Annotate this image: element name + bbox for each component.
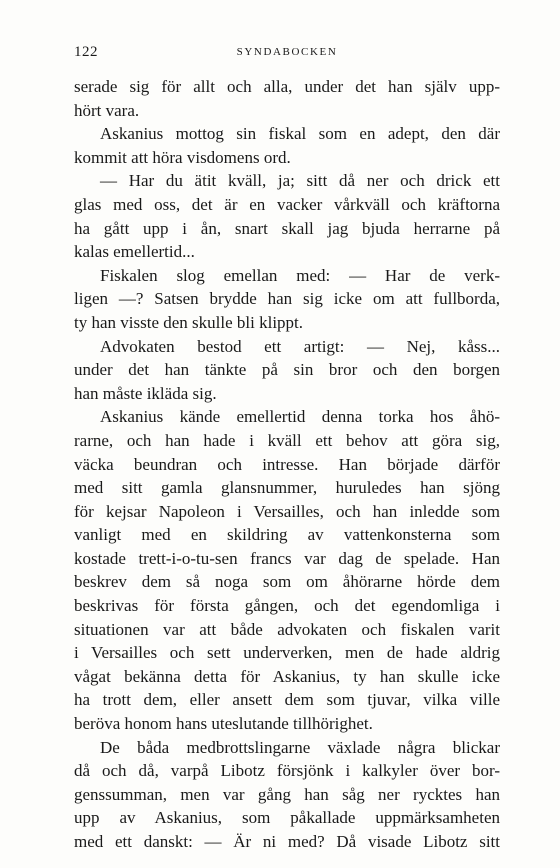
text-line: kommit att höra visdomens ord. bbox=[74, 147, 291, 167]
text-line: — Har du ätit kväll, ja; sitt då ner och drick ett bbox=[100, 171, 500, 191]
text-line: situationen var att både advokaten och fiskalen varit bbox=[74, 619, 500, 639]
text-line: ligen —? Satsen brydde han sig icke om att fullborda, bbox=[74, 289, 500, 309]
text-line: ha gått upp i ån, snart skall jag bjuda herrarne på bbox=[74, 218, 500, 238]
text-line: kostade trett-i-o-tu-sen francs var dag de spelade. Han bbox=[74, 548, 500, 568]
text-line: med sitt gamla glansnummer, huruledes han sjöng bbox=[74, 478, 500, 498]
text-line: vågat bekänna detta för Askanius, ty han skulle icke bbox=[74, 666, 500, 686]
page-header bbox=[74, 44, 500, 64]
text-line: De båda medbrottslingarne växlade några blickar bbox=[100, 737, 500, 757]
text-line: upp av Askanius, som påkallade uppmärksamheten bbox=[74, 808, 500, 828]
text-line: i Versailles och sett underverken, men de hade aldrig bbox=[74, 643, 500, 663]
running-head: SYNDABOCKEN bbox=[236, 46, 338, 58]
text-line: beskrev dem så noga som om åhörarne hörde dem bbox=[74, 572, 500, 592]
text-line: glas med oss, det är en vacker vårkväll och kräftorna bbox=[74, 194, 500, 214]
page-number: 122 bbox=[74, 44, 98, 60]
text-line: väcka beundran och intresse. Han började därför bbox=[74, 454, 500, 474]
text-line: för kejsar Napoleon i Versailles, och han inledde som bbox=[74, 501, 500, 521]
text-line: hört vara. bbox=[74, 100, 140, 120]
text-line: beröva honom hans uteslutande tillhörighet. bbox=[74, 714, 373, 734]
text-line: Askanius mottog sin fiskal som en adept, den där bbox=[100, 124, 500, 144]
text-line: vanligt med en skildring av vattenkonsterna som bbox=[74, 525, 500, 545]
text-line: genssumman, men var gång han såg ner rycktes han bbox=[74, 784, 500, 804]
text-line: ty han visste den skulle bli klippt. bbox=[74, 312, 304, 332]
text-line: Advokaten bestod ett artigt: — Nej, kåss... bbox=[100, 336, 500, 356]
text-line: han måste ikläda sig. bbox=[74, 383, 217, 403]
text-line: med ett danskt: — Är ni med? Då visade Libotz sitt bbox=[74, 832, 500, 851]
body-text bbox=[74, 75, 500, 854]
text-line: då och då, varpå Libotz försjönk i kalkyler över bor- bbox=[74, 761, 500, 781]
text-line: serade sig för allt och alla, under det han själv upp- bbox=[74, 77, 500, 96]
text-line: Askanius kände emellertid denna torka hos åhö- bbox=[100, 407, 500, 427]
text-line: kalas emellertid... bbox=[74, 242, 195, 262]
text-line: under det han tänkte på sin bror och den borgen bbox=[74, 360, 500, 380]
text-line: rarne, och han hade i kväll ett behov att göra sig, bbox=[74, 430, 500, 450]
text-line: beskrivas för första gången, och det egendomliga i bbox=[74, 596, 500, 616]
text-line: Fiskalen slog emellan med: — Har de verk- bbox=[100, 265, 500, 285]
text-line: ha trott dem, eller ansett dem som tjuvar, vilka ville bbox=[74, 690, 500, 710]
